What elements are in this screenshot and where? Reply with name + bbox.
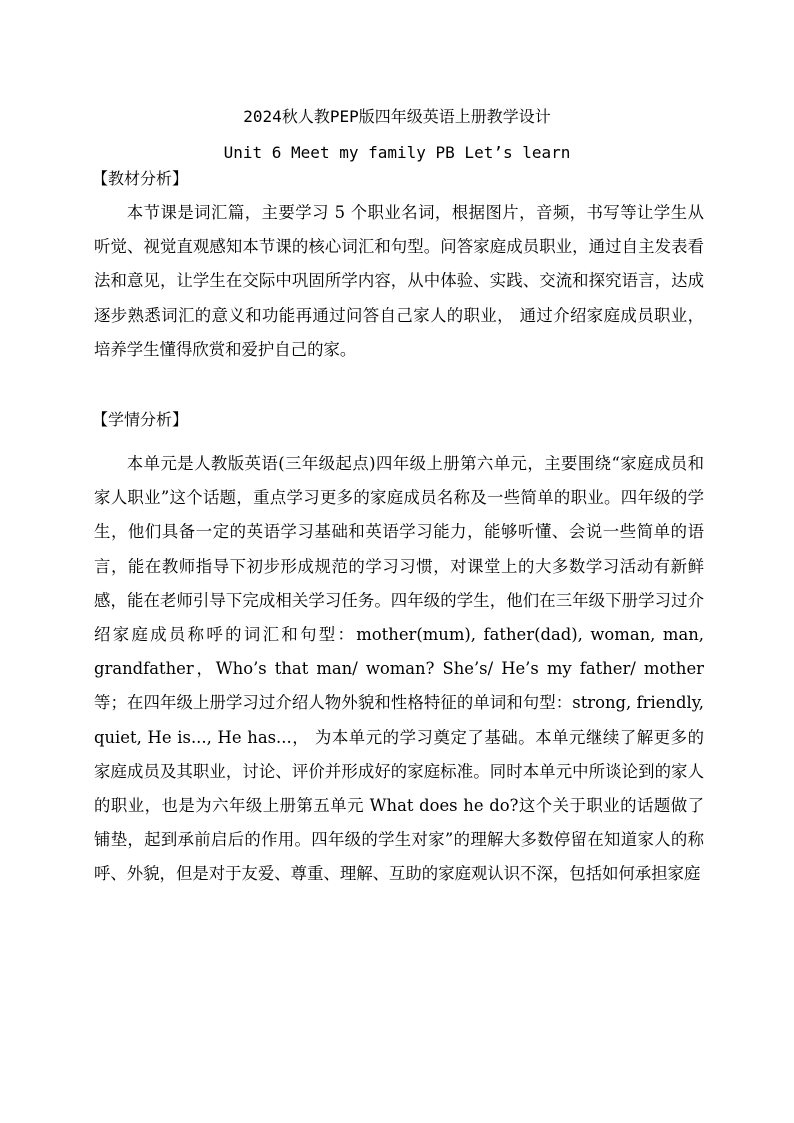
section-heading-textbook-analysis: 【教材分析】 <box>92 169 189 188</box>
section-heading-student-analysis: 【学情分析】 <box>92 410 189 429</box>
section-paragraph-student-analysis: 本单元是人教版英语(三年级起点)四年级上册第六单元，主要围绕“家庭成员和家人职业”这个话题，重点学习更多的家庭成员名称及一些简单的职业。四年级的学生，他们具备一定的英语学习基础和英语学习能力，能够听懂、会说一些简单的语言，能在教师指导下初步形成规范的学习习惯，对课堂上的大多数学习活动有新鲜感，能在老师引导下完成相关学习任务。四年级的学生，他们在三年级下册学习过介绍家庭成员称呼的词汇和句型：mother(mum), father(dad), woman, man, grandfather，Who’s that man/ woman? She’s/ He’s my father/ mother 等；在四年级上册学习过介绍人物外貌和性格特征的单词和句型：strong, friendly, quiet, He is..., He has...， 为本单元的学习奠定了基础。本单元继续了解更多的家庭成员及其职业，讨论、评价并形成好的家庭标准。同时本单元中所谈论到的家人的职业，也是为六年级上册第五单元 What does he do?这个关于职业的话题做了铺垫，起到承前启后的作用。四年级的学生对家”的理解大多数停留在知道家人的称呼、外貌，但是对于友爱、尊重、理解、互助的家庭观认识不深，包括如何承担家庭 <box>94 454 704 884</box>
document-subtitle: Unit 6 Meet my family PB Let’s learn <box>223 143 571 162</box>
document-title: 2024秋人教PEP版四年级英语上册教学设计 <box>243 107 551 126</box>
section-paragraph-textbook-analysis: 本节课是词汇篇，主要学习 5 个职业名词，根据图片，音频，书写等让学生从听觉、视觉直观感知本节课的核心词汇和句型。问答家庭成员职业，通过自主发表看法和意见，让学生在交际中巩固所学内容，从中体验、实践、交流和探究语言，达成逐步熟悉词汇的意义和功能再通过问答自己家人的职业， 通过介绍家庭成员职业，培养学生懂得欣赏和爱护自己的家。 <box>94 203 704 359</box>
